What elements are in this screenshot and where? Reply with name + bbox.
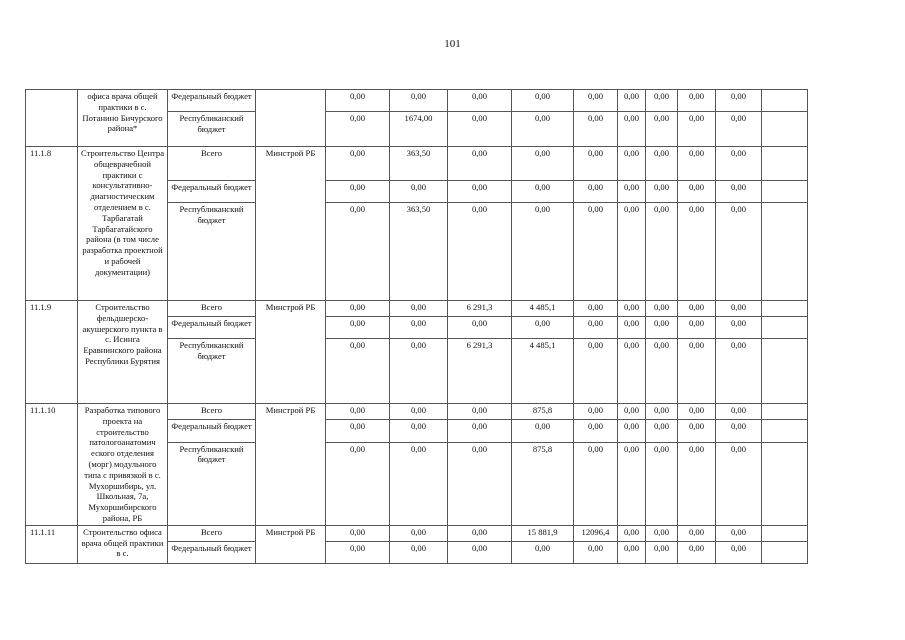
value-cell: 1674,00	[390, 112, 448, 147]
value-cell: 0,00	[390, 339, 448, 404]
table-row	[26, 147, 860, 181]
value-cell: 0,00	[390, 181, 448, 203]
table-body	[26, 90, 860, 564]
value-cell: 0,00	[512, 90, 574, 112]
value-cell: 0,00	[448, 147, 512, 181]
value-cell: 0,00	[646, 181, 678, 203]
value-cell: 875,8	[512, 442, 574, 525]
funding-source: Всего	[168, 147, 256, 181]
item-code: 11.1.9	[26, 301, 78, 404]
value-cell: 0,00	[448, 525, 512, 541]
value-cell: 363,50	[390, 203, 448, 301]
value-cell: 0,00	[512, 420, 574, 442]
empty-cell	[762, 339, 808, 404]
value-cell: 0,00	[716, 112, 762, 147]
value-cell: 0,00	[646, 301, 678, 317]
value-cell: 0,00	[512, 541, 574, 563]
value-cell: 0,00	[678, 541, 716, 563]
value-cell: 0,00	[678, 203, 716, 301]
value-cell: 0,00	[574, 404, 618, 420]
value-cell: 0,00	[678, 525, 716, 541]
value-cell: 0,00	[716, 203, 762, 301]
empty-cell	[762, 442, 808, 525]
value-cell: 0,00	[618, 541, 646, 563]
value-cell: 0,00	[716, 442, 762, 525]
value-cell: 0,00	[618, 203, 646, 301]
value-cell: 0,00	[326, 181, 390, 203]
value-cell: 0,00	[512, 181, 574, 203]
value-cell: 0,00	[448, 404, 512, 420]
value-cell: 0,00	[326, 90, 390, 112]
value-cell: 0,00	[390, 541, 448, 563]
value-cell: 0,00	[326, 112, 390, 147]
value-cell: 0,00	[326, 525, 390, 541]
value-cell: 0,00	[618, 442, 646, 525]
value-cell: 0,00	[646, 112, 678, 147]
value-cell: 0,00	[716, 147, 762, 181]
empty-cell	[762, 301, 808, 317]
table-row	[26, 301, 860, 317]
value-cell: 0,00	[716, 181, 762, 203]
value-cell: 0,00	[448, 90, 512, 112]
item-code: 11.1.11	[26, 525, 78, 563]
value-cell: 0,00	[678, 442, 716, 525]
value-cell: 0,00	[618, 317, 646, 339]
value-cell: 0,00	[574, 541, 618, 563]
value-cell: 0,00	[646, 147, 678, 181]
executor: Минстрой РБ	[256, 525, 326, 563]
value-cell: 0,00	[574, 112, 618, 147]
value-cell: 0,00	[618, 420, 646, 442]
value-cell: 0,00	[716, 404, 762, 420]
value-cell: 0,00	[390, 525, 448, 541]
value-cell: 0,00	[574, 301, 618, 317]
value-cell: 0,00	[448, 203, 512, 301]
value-cell: 12096,4	[574, 525, 618, 541]
budget-table	[25, 89, 860, 564]
value-cell: 6 291,3	[448, 301, 512, 317]
empty-cell	[762, 317, 808, 339]
value-cell: 0,00	[678, 339, 716, 404]
funding-source: Всего	[168, 525, 256, 541]
value-cell: 0,00	[716, 525, 762, 541]
executor	[256, 90, 326, 147]
value-cell: 0,00	[512, 317, 574, 339]
value-cell: 0,00	[716, 301, 762, 317]
value-cell: 0,00	[678, 317, 716, 339]
funding-source: Республиканский бюджет	[168, 442, 256, 525]
item-name: Разработка типового проекта на строительство патологоанатомич еского отделения (морг) модульного типа с привязкой в с. Мухоршибирь, ул. Школьная, 7а, Мухоршибирского района, РБ	[78, 404, 168, 526]
value-cell: 0,00	[646, 525, 678, 541]
funding-source: Федеральный бюджет	[168, 181, 256, 203]
value-cell: 0,00	[574, 203, 618, 301]
executor: Минстрой РБ	[256, 301, 326, 404]
value-cell: 0,00	[618, 90, 646, 112]
value-cell: 0,00	[448, 112, 512, 147]
value-cell: 0,00	[678, 420, 716, 442]
empty-cell	[762, 541, 808, 563]
value-cell: 0,00	[512, 112, 574, 147]
value-cell: 0,00	[716, 317, 762, 339]
item-code	[26, 90, 78, 147]
funding-source: Федеральный бюджет	[168, 541, 256, 563]
value-cell: 6 291,3	[448, 339, 512, 404]
value-cell: 0,00	[448, 181, 512, 203]
value-cell: 0,00	[574, 90, 618, 112]
value-cell: 0,00	[678, 404, 716, 420]
value-cell: 0,00	[574, 181, 618, 203]
empty-cell	[762, 90, 808, 112]
value-cell: 0,00	[678, 90, 716, 112]
value-cell: 0,00	[646, 339, 678, 404]
value-cell: 0,00	[512, 147, 574, 181]
value-cell: 0,00	[574, 147, 618, 181]
value-cell: 0,00	[390, 317, 448, 339]
empty-cell	[762, 420, 808, 442]
item-name: Строительство фельдшерско-акушерского пункта в с. Исинга Еравнинского района Республики Бурятия	[78, 301, 168, 404]
funding-source: Федеральный бюджет	[168, 420, 256, 442]
value-cell: 875,8	[512, 404, 574, 420]
item-name: Строительство Центра общеврачебной практики с консультативно-диагностическим отделением в с. Тарбагатай Тарбагатайского района (в том числе разработка проектной и рабочей документации)	[78, 147, 168, 301]
funding-source: Республиканский бюджет	[168, 203, 256, 301]
value-cell: 0,00	[646, 317, 678, 339]
value-cell: 0,00	[574, 317, 618, 339]
funding-source: Федеральный бюджет	[168, 317, 256, 339]
empty-cell	[762, 525, 808, 541]
value-cell: 0,00	[326, 203, 390, 301]
empty-cell	[762, 147, 808, 181]
value-cell: 0,00	[326, 317, 390, 339]
value-cell: 4 485,1	[512, 301, 574, 317]
table-row	[26, 525, 860, 541]
value-cell: 0,00	[678, 181, 716, 203]
empty-cell	[762, 112, 808, 147]
value-cell: 0,00	[574, 339, 618, 404]
funding-source: Республиканский бюджет	[168, 112, 256, 147]
value-cell: 0,00	[646, 90, 678, 112]
table-row	[26, 404, 860, 420]
value-cell: 15 881,9	[512, 525, 574, 541]
funding-source: Всего	[168, 404, 256, 420]
empty-cell	[762, 203, 808, 301]
value-cell: 0,00	[678, 301, 716, 317]
item-code: 11.1.8	[26, 147, 78, 301]
value-cell: 4 485,1	[512, 339, 574, 404]
value-cell: 0,00	[618, 339, 646, 404]
value-cell: 0,00	[448, 442, 512, 525]
value-cell: 0,00	[512, 203, 574, 301]
empty-cell	[762, 404, 808, 420]
value-cell: 0,00	[574, 442, 618, 525]
item-name: Строительство офиса врача общей практики в с.	[78, 525, 168, 563]
executor: Минстрой РБ	[256, 404, 326, 526]
table-row	[26, 90, 860, 112]
value-cell: 0,00	[646, 404, 678, 420]
value-cell: 0,00	[716, 541, 762, 563]
value-cell: 0,00	[390, 90, 448, 112]
funding-source: Республиканский бюджет	[168, 339, 256, 404]
value-cell: 0,00	[390, 420, 448, 442]
funding-source: Федеральный бюджет	[168, 90, 256, 112]
item-code: 11.1.10	[26, 404, 78, 526]
item-name: офиса врача общей практики в с. Потанино Бичурского района*	[78, 90, 168, 147]
value-cell: 0,00	[448, 541, 512, 563]
value-cell: 0,00	[618, 301, 646, 317]
value-cell: 0,00	[326, 541, 390, 563]
value-cell: 0,00	[618, 404, 646, 420]
value-cell: 0,00	[678, 147, 716, 181]
value-cell: 0,00	[390, 442, 448, 525]
value-cell: 0,00	[326, 339, 390, 404]
value-cell: 0,00	[326, 420, 390, 442]
value-cell: 0,00	[716, 90, 762, 112]
value-cell: 0,00	[448, 317, 512, 339]
empty-cell	[762, 181, 808, 203]
executor: Минстрой РБ	[256, 147, 326, 301]
value-cell: 0,00	[716, 420, 762, 442]
value-cell: 0,00	[574, 420, 618, 442]
value-cell: 0,00	[678, 112, 716, 147]
value-cell: 0,00	[618, 525, 646, 541]
value-cell: 0,00	[390, 404, 448, 420]
value-cell: 0,00	[448, 420, 512, 442]
value-cell: 0,00	[716, 339, 762, 404]
value-cell: 0,00	[326, 404, 390, 420]
funding-source: Всего	[168, 301, 256, 317]
value-cell: 0,00	[646, 420, 678, 442]
value-cell: 0,00	[326, 147, 390, 181]
value-cell: 0,00	[646, 203, 678, 301]
value-cell: 0,00	[646, 541, 678, 563]
value-cell: 0,00	[618, 112, 646, 147]
value-cell: 363,50	[390, 147, 448, 181]
value-cell: 0,00	[646, 442, 678, 525]
value-cell: 0,00	[390, 301, 448, 317]
value-cell: 0,00	[618, 147, 646, 181]
value-cell: 0,00	[618, 181, 646, 203]
value-cell: 0,00	[326, 301, 390, 317]
page-number: 101	[444, 38, 461, 50]
value-cell: 0,00	[326, 442, 390, 525]
